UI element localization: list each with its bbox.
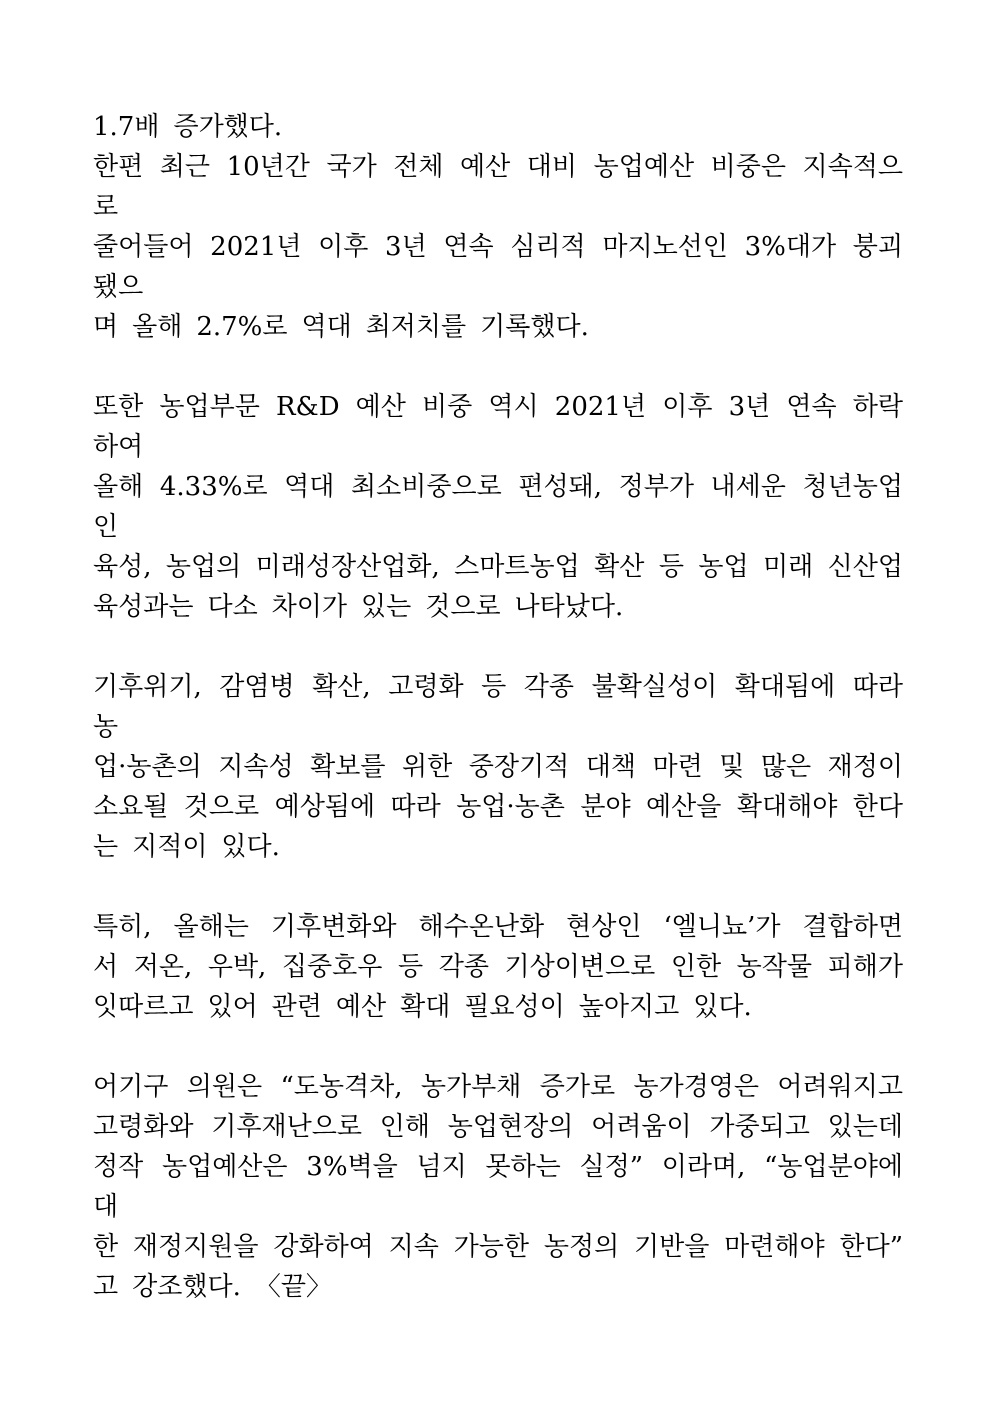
text-line: 한편 최근 10년간 국가 전체 예산 대비 농업예산 비중은 지속적으로: [93, 152, 903, 222]
text-line: 육성, 농업의 미래성장산업화, 스마트농업 확산 등 농업 미래 신산업: [93, 552, 903, 582]
text-line: 줄어들어 2021년 이후 3년 연속 심리적 마지노선인 3%대가 붕괴됐으: [93, 232, 903, 302]
paragraph: [93, 147, 903, 347]
text-line: 육성과는 다소 차이가 있는 것으로 나타났다.: [93, 592, 624, 622]
text-line: 며 올해 2.7%로 역대 최저치를 기록했다.: [93, 312, 589, 342]
paragraph: [93, 667, 903, 867]
text-line: 정작 농업예산은 3%벽을 넘지 못하는 실정” 이라며, “농업분야에 대: [93, 1152, 903, 1222]
text-line: 또한 농업부문 R&D 예산 비중 역시 2021년 이후 3년 연속 하락하여: [93, 392, 903, 462]
text-line: 잇따르고 있어 관련 예산 확대 필요성이 높아지고 있다.: [93, 992, 752, 1022]
text-line: 한 재정지원을 강화하여 지속 가능한 농정의 기반을 마련해야 한다”: [93, 1232, 903, 1262]
text-line: 업·농촌의 지속성 확보를 위한 중장기적 대책 마련 및 많은 재정이: [93, 752, 903, 782]
paragraph: [93, 107, 903, 147]
text-line: 기후위기, 감염병 확산, 고령화 등 각종 불확실성이 확대됨에 따라 농: [93, 672, 903, 742]
text-line: 소요될 것으로 예상됨에 따라 농업·농촌 분야 예산을 확대해야 한다: [93, 792, 903, 822]
text-line: 고령화와 기후재난으로 인해 농업현장의 어려움이 가중되고 있는데: [93, 1112, 903, 1142]
text-line: 올해 4.33%로 역대 최소비중으로 편성돼, 정부가 내세운 청년농업인: [93, 472, 903, 542]
text-line: 1.7배 증가했다.: [93, 112, 283, 142]
paragraph: [93, 1067, 903, 1307]
document-text: [93, 107, 903, 1307]
text-line: 는 지적이 있다.: [93, 832, 280, 862]
paragraph: [93, 387, 903, 627]
paragraph: [93, 907, 903, 1027]
text-line: 어기구 의원은 “도농격차, 농가부채 증가로 농가경영은 어려워지고: [93, 1072, 903, 1102]
text-line: 특히, 올해는 기후변화와 해수온난화 현상인 ‘엘니뇨’가 결합하면: [93, 912, 903, 942]
text-line: 고 강조했다. 〈끝〉: [93, 1272, 332, 1302]
text-line: 서 저온, 우박, 집중호우 등 각종 기상이변으로 인한 농작물 피해가: [93, 952, 903, 982]
